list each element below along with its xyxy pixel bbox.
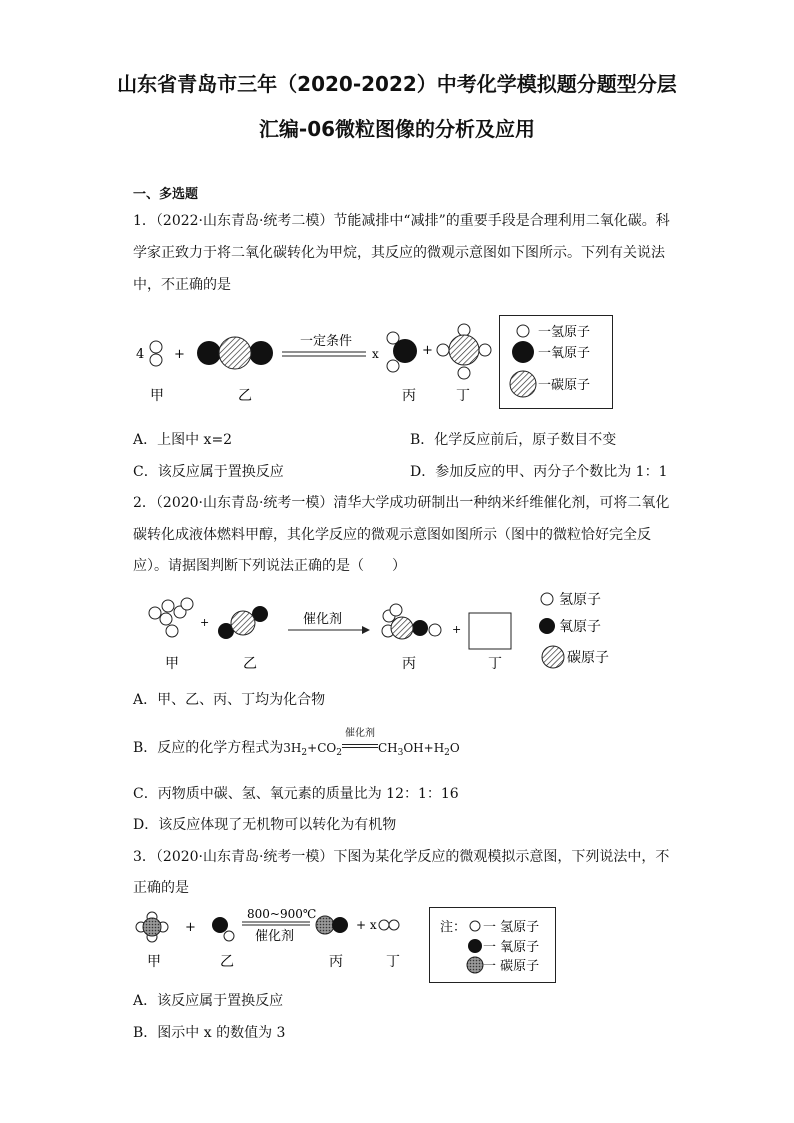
title-line-1: 山东省青岛市三年（2020-2022）中考化学模拟题分题型分层: [117, 72, 677, 96]
label-jia: 甲: [150, 388, 164, 404]
label-bing: 丙: [402, 388, 416, 404]
q3-plus: +: [185, 920, 196, 935]
q3-x: + x: [356, 918, 377, 932]
q1-coef: 4: [136, 347, 145, 362]
q1-x: x: [372, 347, 379, 361]
q1-plus: +: [422, 343, 433, 358]
q3-catalyst: 催化剂: [255, 929, 295, 944]
q2-plus: +: [452, 623, 462, 636]
label-ding: 丁: [488, 656, 502, 672]
label-jia: 甲: [165, 656, 179, 672]
label-yi: 乙: [238, 388, 252, 404]
q1-option-b: B．化学反应前后，原子数目不变: [410, 432, 617, 448]
legend-note: 注：: [440, 920, 467, 935]
legend-oxygen: 氧原子: [559, 619, 601, 635]
q3-legend: [429, 907, 556, 983]
hydrogen-atom: [150, 354, 162, 366]
carbon-atom: [449, 335, 479, 365]
q3-line1: 3．（2020·山东青岛·统考一模）下图为某化学反应的微观模拟示意图，下列说法中，不: [133, 849, 670, 865]
legend-hydrogen: 一 氢原子: [483, 920, 540, 935]
oxygen-atom: [393, 339, 417, 363]
q1-option-c: C．该反应属于置换反应: [133, 464, 284, 480]
q2-option-a: A．甲、乙、丙、丁均为化合物: [133, 692, 326, 708]
q3-option-a: A．该反应属于置换反应: [133, 993, 284, 1009]
q2-plus: +: [200, 616, 210, 629]
q1-option-d: D．参加反应的甲、丙分子个数比为 1：1: [410, 464, 668, 480]
q1-line3: 中，不正确的是: [133, 277, 231, 293]
label-bing: 丙: [402, 656, 416, 672]
empty-box: [469, 613, 511, 649]
label-yi: 乙: [243, 656, 257, 672]
oxygen-atom: [249, 341, 273, 365]
hydrogen-atom: [150, 341, 162, 353]
oxygen-atom: [197, 341, 221, 365]
section-heading: 一、多选题: [133, 187, 199, 202]
legend-oxygen: 一 氧原子: [483, 940, 540, 955]
q2-option-b: B．反应的化学方程式为$3H_2+CO_2$ 催化剂 $CH_3OH+H_2O$: [133, 728, 460, 758]
q2-option-c: C．丙物质中碳、氢、氧元素的质量比为 12：1：16: [133, 786, 459, 802]
q2-catalyst: 催化剂: [303, 612, 343, 627]
q2-line3: 应）。请据图判断下列说法正确的是（ ）: [133, 558, 406, 574]
carbon-atom: [219, 337, 251, 369]
q1-condition: 一定条件: [300, 334, 353, 349]
q3-diagram: [130, 902, 420, 974]
legend-carbon: 一碳原子: [538, 378, 591, 393]
q3-option-b: B．图示中 x 的数值为 3: [133, 1025, 286, 1041]
legend-carbon: 一 碳原子: [483, 959, 540, 974]
legend-carbon: 碳原子: [567, 650, 609, 666]
label-ding: 丁: [386, 954, 400, 970]
q1-legend: [499, 315, 613, 409]
q2-line1: 2．（2020·山东青岛·统考一模）清华大学成功研制出一种纳米纤维催化剂，可将二氧化: [133, 495, 670, 511]
legend-hydrogen: 一氢原子: [538, 325, 591, 340]
q3-temperature: 800~900℃: [247, 907, 317, 921]
q1-option-a: A．上图中 x=2: [133, 432, 233, 448]
q1-line2: 学家正致力于将二氧化碳转化为甲烷，其反应的微观示意图如下图所示。下列有关说法: [133, 245, 665, 261]
label-jia: 甲: [147, 954, 161, 970]
q3-line2: 正确的是: [133, 880, 189, 896]
label-ding: 丁: [456, 388, 470, 404]
q2-diagram: [140, 586, 530, 676]
q2-legend: [535, 586, 635, 676]
q2-line2: 碳转化成液体燃料甲醇，其化学反应的微观示意图如图所示（图中的微粒恰好完全反: [133, 527, 651, 543]
legend-oxygen: 一氧原子: [538, 346, 591, 361]
q1-line1: 1．（2022·山东青岛·统考二模）节能减排中“减排”的重要手段是合理利用二氧化碳。科: [133, 213, 670, 229]
label-bing: 丙: [329, 954, 343, 970]
q2-option-d: D．该反应体现了无机物可以转化为有机物: [133, 817, 397, 833]
title-line-2: 汇编-06微粒图像的分析及应用: [258, 117, 536, 141]
label-yi: 乙: [220, 954, 234, 970]
legend-hydrogen: 氢原子: [559, 592, 601, 608]
q1-plus: +: [174, 347, 185, 362]
